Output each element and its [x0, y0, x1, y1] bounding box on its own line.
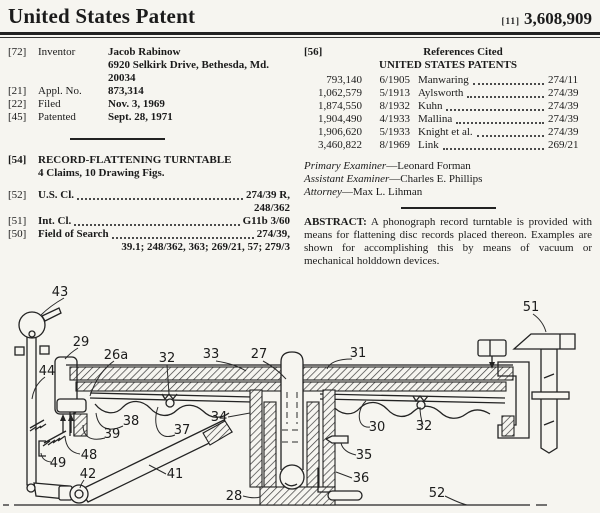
abstract-divider: [401, 207, 496, 209]
right-underplate: [320, 394, 505, 403]
left-nub: [15, 347, 24, 355]
rod-pivot: [70, 485, 88, 503]
abstract-text: A phonograph record turntable is provided with means for flattening disc records placed thereon. Examples are shown for accomplishing this by means of vacuum or mechanical holddown devices.: [304, 216, 592, 267]
patent-number-tag: [11]: [501, 16, 520, 26]
field-code: [45]: [8, 111, 27, 123]
figure-ref-29: 29: [72, 335, 90, 350]
abstract: [304, 216, 592, 268]
header: [0, 0, 600, 31]
dot-leader: [477, 135, 544, 137]
ref-name: Mallina: [418, 113, 453, 125]
field-code: [56]: [304, 46, 323, 58]
classifications: [8, 189, 290, 254]
ref-number: 1,904,490: [318, 113, 362, 125]
field-label: Field of Search: [38, 228, 109, 240]
patented-value: Sept. 28, 1971: [108, 111, 173, 123]
figure-ref-34: 34: [210, 410, 228, 425]
assistant-examiner-line: [304, 173, 592, 186]
stop-tab: [326, 436, 348, 443]
reference-row: [304, 126, 592, 139]
patented-row: [8, 111, 290, 124]
spindle: [281, 352, 303, 470]
ref-date: 5/1913: [379, 87, 410, 99]
patent-number: [502, 9, 593, 29]
ref-number: 1,062,579: [318, 87, 362, 99]
ref-number: 793,140: [326, 74, 362, 86]
claims-line: 4 Claims, 10 Drawing Figs.: [38, 167, 165, 179]
int-cl-row: [8, 215, 290, 228]
right-felt-wave: [332, 402, 490, 418]
clamp-crossbar: [532, 392, 569, 399]
figure-ref-38: 38: [122, 414, 140, 429]
us-cl-row: [8, 189, 290, 202]
reference-row: [304, 139, 592, 152]
inventor-address: 6920 Selkirk Drive, Bethesda, Md. 20034: [108, 59, 270, 84]
examiner-role: Assistant Examiner: [304, 173, 390, 185]
references-subtitle: UNITED STATES PATENTS: [379, 59, 517, 71]
dot-leader: [456, 122, 544, 124]
attorney-name: —Max L. Lihman: [341, 186, 423, 198]
left-spring-screw: [166, 399, 174, 407]
ref-date: 6/1905: [379, 74, 410, 86]
foot-pivot: [27, 484, 35, 492]
left-column: [8, 46, 290, 274]
wall-bracket: [39, 441, 46, 456]
pedestal-inner-wall-right: [307, 402, 319, 487]
right-column: [304, 46, 592, 274]
ref-date: 8/1969: [379, 139, 410, 151]
knob-handle: [42, 308, 61, 321]
field-code: [72]: [8, 46, 27, 58]
ref-class: 274/39: [548, 87, 579, 99]
title-block: [8, 154, 290, 167]
dot-leader: [74, 224, 239, 226]
figure-ref-52: 52: [428, 486, 446, 501]
figure-ref-32r: 32: [415, 419, 433, 434]
right-nub: [40, 346, 49, 354]
reference-row: [304, 74, 592, 87]
figure-ref-51: 51: [522, 300, 540, 315]
ref-date: 4/1933: [379, 113, 410, 125]
ref-name: Knight et al.: [418, 126, 473, 138]
ref-name: Link: [418, 139, 439, 151]
field-code: [52]: [8, 189, 27, 201]
field-label: U.S. Cl.: [38, 189, 75, 201]
dot-leader: [467, 96, 544, 98]
arrow-head: [60, 414, 66, 421]
filed-row: [8, 98, 290, 111]
field-code: [50]: [8, 228, 27, 240]
right-spring-screw: [417, 401, 425, 409]
field-label: Inventor: [38, 46, 76, 58]
left-bracket-lip: [57, 399, 86, 412]
figure-ref-49: 49: [49, 456, 67, 471]
ref-name: Manwaring: [418, 74, 469, 86]
field-label: Appl. No.: [38, 85, 82, 97]
field-code: [51]: [8, 215, 27, 227]
figure-ref-33: 33: [202, 347, 220, 362]
ref-number: 1,906,620: [318, 126, 362, 138]
field-of-search-row: [8, 228, 290, 241]
lever-bar: [27, 337, 36, 485]
figure-ref-42: 42: [79, 467, 97, 482]
dot-leader: [446, 109, 544, 111]
pedestal-base: [260, 487, 335, 505]
examiners: [304, 160, 592, 199]
primary-examiner-line: [304, 160, 592, 173]
figure-ref-28: 28: [225, 489, 243, 504]
knob: [19, 312, 45, 338]
page-title: United States Patent: [8, 4, 196, 28]
section-divider: [70, 138, 165, 140]
figure-ref-27: 27: [250, 347, 268, 362]
field-code: [54]: [8, 154, 27, 166]
ref-date: 8/1932: [379, 100, 410, 112]
field-of-search-value-2: 39.1; 248/362, 363; 269/21, 57; 279/3: [121, 241, 290, 253]
figure-ref-31: 31: [349, 346, 367, 361]
figure-ref-26a: 26a: [103, 348, 129, 363]
figure-ref-36: 36: [352, 471, 370, 486]
dot-leader: [112, 237, 254, 239]
left-felt-wave: [95, 401, 229, 417]
bottom-pin: [328, 491, 362, 500]
figure-ref-48: 48: [80, 448, 98, 463]
reference-row: [304, 100, 592, 113]
examiner-name: —Charles E. Phillips: [389, 173, 483, 185]
reference-row: [304, 87, 592, 100]
attorney-line: [304, 186, 592, 199]
ref-name: Kuhn: [418, 100, 443, 112]
field-of-search-value: 274/39,: [256, 228, 290, 240]
inventor-name: Jacob Rabinow: [108, 46, 181, 58]
mount-hatch-1: [43, 431, 66, 446]
figure-ref-44: 44: [38, 364, 56, 379]
ref-class: 274/11: [548, 74, 579, 86]
ref-class: 269/21: [548, 139, 579, 151]
field-code: [22]: [8, 98, 27, 110]
dot-leader: [77, 198, 243, 200]
clamp-arm: [514, 334, 575, 349]
patent-figure: [0, 270, 600, 513]
ref-name: Aylsworth: [418, 87, 464, 99]
ref-class: 274/39: [548, 100, 579, 112]
figure-ref-32l: 32: [158, 351, 176, 366]
arrow-head: [68, 414, 74, 421]
figure-ref-43: 43: [51, 285, 69, 300]
ref-class: 274/39: [548, 113, 579, 125]
int-cl-value: G11b 3/60: [242, 215, 290, 227]
field-label: Patented: [38, 111, 76, 123]
field-code: [21]: [8, 85, 27, 97]
appl-no-value: 873,314: [108, 85, 144, 97]
ref-number: 3,460,822: [318, 139, 362, 151]
clamp-knob: [478, 340, 506, 356]
invention-title: RECORD-FLATTENING TURNTABLE: [38, 154, 232, 166]
reference-row: [304, 113, 592, 126]
figure-ref-37: 37: [173, 423, 191, 438]
us-cl-value: 274/39 R,: [246, 189, 290, 201]
pedestal-outer-wall-left: [250, 390, 262, 487]
figure-ref-30: 30: [368, 420, 386, 435]
examiner-role: Primary Examiner: [304, 160, 387, 172]
us-cl-value-2: 248/362: [253, 202, 290, 214]
figure-ref-41: 41: [166, 467, 184, 482]
dot-leader: [443, 148, 544, 150]
appl-no-row: [8, 85, 290, 98]
attorney-role: Attorney: [304, 186, 342, 198]
ref-date: 5/1933: [379, 126, 410, 138]
figure-ref-35: 35: [355, 448, 373, 463]
ref-number: 1,874,550: [318, 100, 362, 112]
examiner-name: —Leonard Forman: [386, 160, 471, 172]
dot-leader: [473, 83, 544, 85]
clamp-post: [541, 349, 557, 453]
field-label: Int. Cl.: [38, 215, 72, 227]
right-bracket-insert: [502, 416, 514, 436]
references-heading: [304, 46, 592, 59]
ref-class: 274/39: [548, 126, 579, 138]
figure-svg: [0, 270, 600, 513]
field-label: Filed: [38, 98, 61, 110]
references-title: References Cited: [423, 46, 503, 58]
pedestal-inner-wall-left: [264, 402, 276, 487]
inventor-row: [8, 46, 290, 59]
patent-number-value: 3,608,909: [524, 9, 592, 28]
figure-ref-39: 39: [103, 427, 121, 442]
filed-value: Nov. 3, 1969: [108, 98, 165, 110]
abstract-label: ABSTRACT:: [304, 216, 367, 228]
